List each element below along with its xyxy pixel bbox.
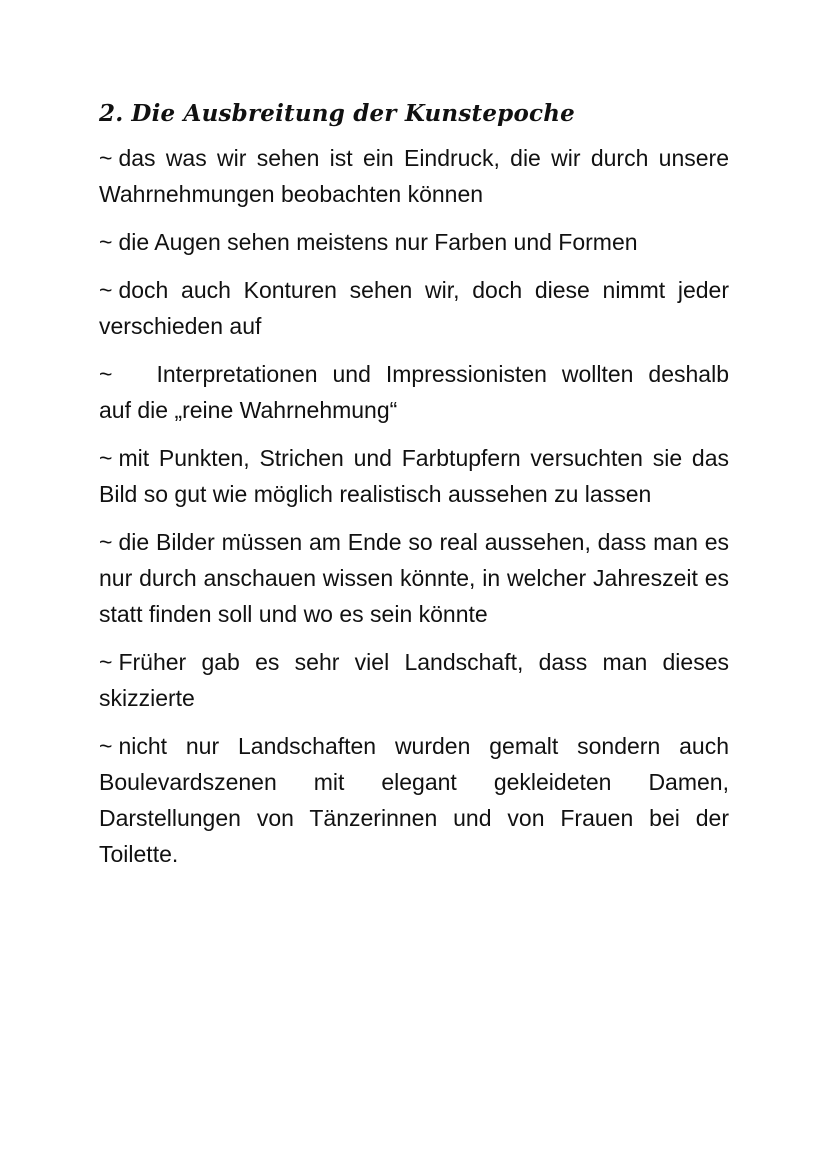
tilde-marker: ~: [99, 229, 113, 255]
paragraph-text: die Bilder müssen am Ende so real aussehen, dass man es nur durch anschauen wissen könnte, in welcher Jahreszeit es statt finden soll und wo es sein könnte: [99, 529, 729, 627]
bullet-paragraph-7: [99, 644, 729, 716]
paragraph-text: Interpretationen und Impressionisten wollten deshalb auf die „reine Wahrnehmung“: [99, 361, 729, 423]
paragraph-text: die Augen sehen meistens nur Farben und Formen: [118, 229, 638, 255]
paragraph-text: nicht nur Landschaften wurden gemalt sondern auch Boulevardszenen mit elegant gekleideten Damen, Darstellungen von Tänzerinnen und von Frauen bei der Toilette.: [99, 733, 729, 867]
bullet-paragraph-5: [99, 440, 729, 512]
bullet-paragraph-3: [99, 272, 729, 344]
bullet-paragraph-8: [99, 728, 729, 872]
document-body: [99, 96, 729, 884]
tilde-marker: ~: [99, 277, 113, 303]
tilde-marker: ~: [99, 361, 113, 387]
bullet-paragraph-6: [99, 524, 729, 632]
tilde-marker: ~: [99, 145, 113, 171]
section-number: 2.: [99, 100, 124, 127]
bullet-paragraph-1: [99, 140, 729, 212]
tilde-marker: ~: [99, 445, 113, 471]
paragraph-text: Früher gab es sehr viel Landschaft, dass man dieses skizzierte: [99, 649, 729, 711]
tilde-marker: ~: [99, 733, 113, 759]
tilde-marker: ~: [99, 529, 113, 555]
bullet-paragraph-2: [99, 224, 729, 260]
section-title: Die Ausbreitung der Kunstepoche: [131, 100, 575, 127]
paragraph-text: doch auch Konturen sehen wir, doch diese nimmt jeder verschieden auf: [99, 277, 729, 339]
paragraph-text: mit Punkten, Strichen und Farbtupfern versuchten sie das Bild so gut wie möglich realistisch aussehen zu lassen: [99, 445, 729, 507]
bullet-paragraph-4: [99, 356, 729, 428]
tilde-marker: ~: [99, 649, 113, 675]
paragraph-text: das was wir sehen ist ein Eindruck, die wir durch unsere Wahrnehmungen beobachten können: [99, 145, 729, 207]
section-heading: [99, 96, 729, 132]
